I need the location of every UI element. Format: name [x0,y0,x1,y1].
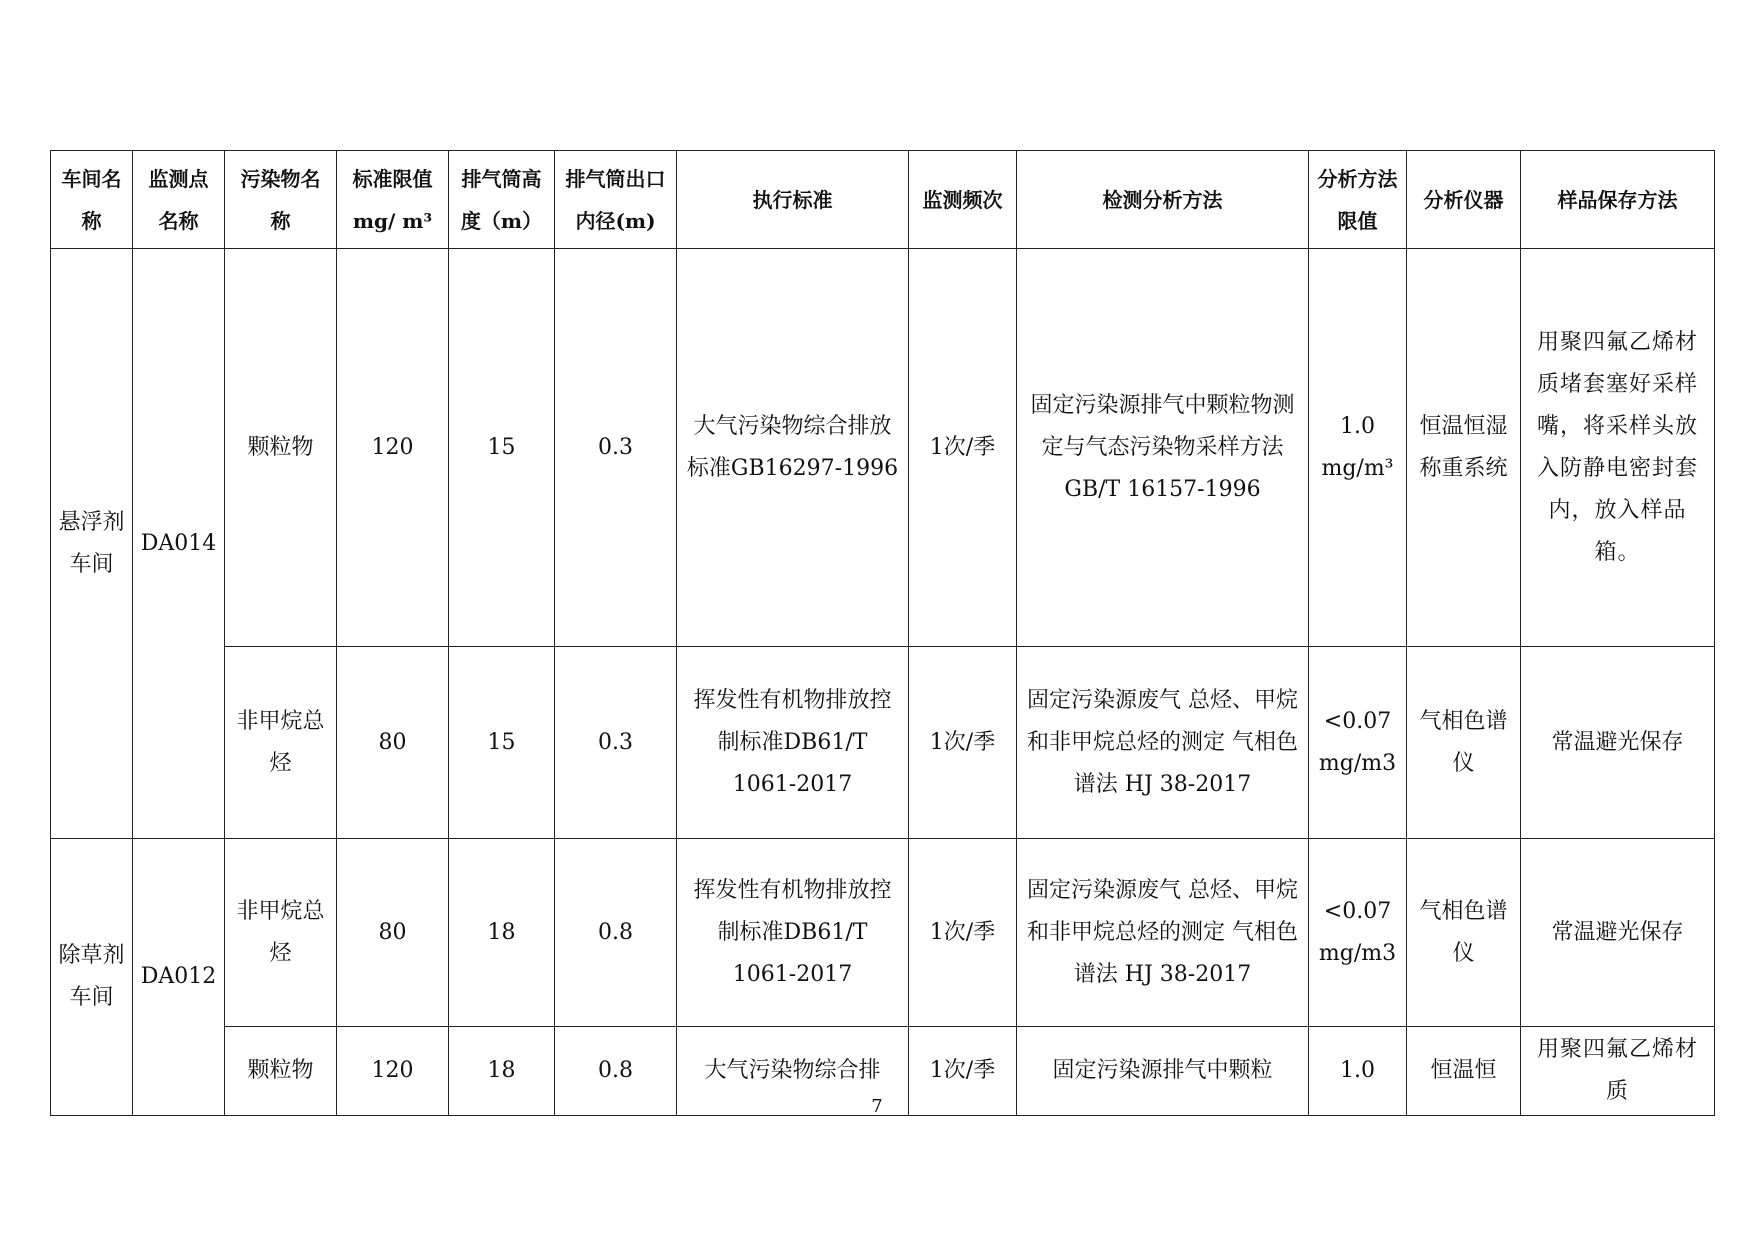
header-workshop: 车间名称 [51,151,133,249]
pollutant-cell: 颗粒物 [225,249,337,647]
detection-limit-cell: <0.07 mg/m3 [1309,647,1407,839]
limit-cell: 120 [337,249,449,647]
stack-diameter-cell: 0.8 [555,1027,677,1116]
header-frequency: 监测频次 [909,151,1017,249]
standard-cell: 挥发性有机物排放控制标准DB61/T 1061-2017 [677,839,909,1027]
detection-limit-cell: 1.0 [1309,1027,1407,1116]
stack-diameter-cell: 0.3 [555,249,677,647]
stack-height-cell: 18 [449,1027,555,1116]
table-row [51,647,1715,839]
limit-cell: 120 [337,1027,449,1116]
storage-cell: 常温避光保存 [1521,839,1715,1027]
detection-limit-cell: <0.07 mg/m3 [1309,839,1407,1027]
header-instrument: 分析仪器 [1407,151,1521,249]
stack-diameter-cell: 0.8 [555,839,677,1027]
storage-cell: 用聚四氟乙烯材质 [1521,1027,1715,1116]
table-row [51,249,1715,647]
limit-cell: 80 [337,839,449,1027]
pollutant-cell: 非甲烷总烃 [225,839,337,1027]
header-standard: 执行标准 [677,151,909,249]
frequency-cell: 1次/季 [909,839,1017,1027]
frequency-cell: 1次/季 [909,1027,1017,1116]
frequency-cell: 1次/季 [909,647,1017,839]
stack-height-cell: 18 [449,839,555,1027]
detection-limit-cell: 1.0 mg/m³ [1309,249,1407,647]
stack-height-cell: 15 [449,647,555,839]
header-detection-limit: 分析方法限值 [1309,151,1407,249]
page-number: 7 [871,1096,883,1117]
header-point: 监测点名称 [133,151,225,249]
point-cell: DA014 [133,249,225,839]
workshop-cell: 除草剂车间 [51,839,133,1116]
instrument-cell: 恒温恒湿称重系统 [1407,249,1521,647]
frequency-cell: 1次/季 [909,249,1017,647]
stack-height-cell: 15 [449,249,555,647]
stack-diameter-cell: 0.3 [555,647,677,839]
header-method: 检测分析方法 [1017,151,1309,249]
header-row [51,151,1715,249]
header-stack-diameter: 排气筒出口内径(m) [555,151,677,249]
standard-cell: 大气污染物综合排 [677,1027,909,1116]
storage-cell: 用聚四氟乙烯材质堵套塞好采样嘴，将采样头放入防静电密封套内，放入样品箱。 [1521,249,1715,647]
method-cell: 固定污染源废气 总烃、甲烷和非甲烷总烃的测定 气相色谱法 HJ 38-2017 [1017,839,1309,1027]
standard-cell: 大气污染物综合排放标准GB16297-1996 [677,249,909,647]
monitoring-table [50,150,1715,1116]
header-limit: 标准限值mg/ m³ [337,151,449,249]
point-cell: DA012 [133,839,225,1116]
storage-cell: 常温避光保存 [1521,647,1715,839]
instrument-cell: 气相色谱仪 [1407,647,1521,839]
pollutant-cell: 非甲烷总烃 [225,647,337,839]
method-cell: 固定污染源排气中颗粒 [1017,1027,1309,1116]
workshop-cell: 悬浮剂车间 [51,249,133,839]
header-pollutant: 污染物名称 [225,151,337,249]
limit-cell: 80 [337,647,449,839]
header-storage: 样品保存方法 [1521,151,1715,249]
method-cell: 固定污染源废气 总烃、甲烷和非甲烷总烃的测定 气相色谱法 HJ 38-2017 [1017,647,1309,839]
pollutant-cell: 颗粒物 [225,1027,337,1116]
standard-cell: 挥发性有机物排放控制标准DB61/T 1061-2017 [677,647,909,839]
instrument-cell: 恒温恒 [1407,1027,1521,1116]
instrument-cell: 气相色谱仪 [1407,839,1521,1027]
header-stack-height: 排气筒高度（m） [449,151,555,249]
method-cell: 固定污染源排气中颗粒物测定与气态污染物采样方法 GB/T 16157-1996 [1017,249,1309,647]
table-row [51,839,1715,1027]
